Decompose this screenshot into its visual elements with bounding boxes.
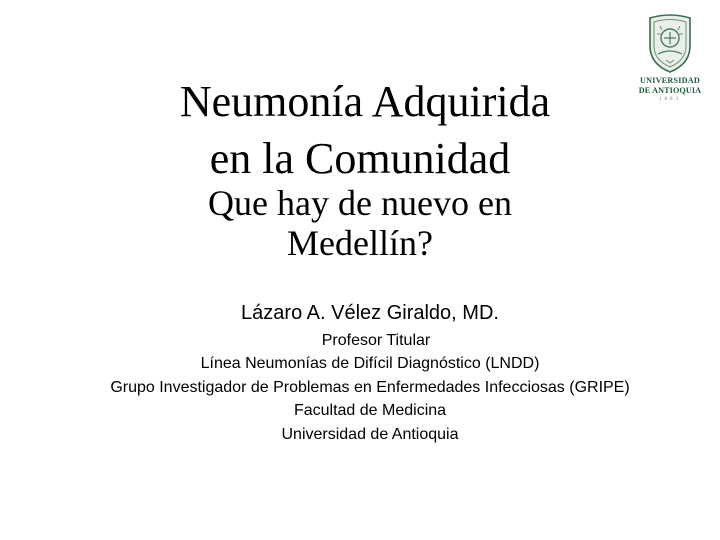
university: Universidad de Antioquia [281, 426, 459, 443]
author-title: Profesor Titular [321, 332, 431, 349]
university-seal-icon [644, 12, 696, 76]
slide-title-line-1: Neumonía Adquirida [179, 77, 551, 126]
logo-text-year: 1803 [659, 97, 681, 102]
research-group: Grupo Investigador de Problemas en Enfermedades Infecciosas (GRIPE) [110, 379, 630, 396]
logo-text-universidad: UNIVERSIDAD [640, 76, 700, 85]
author-name: Lázaro A. Vélez Giraldo, MD. [241, 302, 499, 324]
slide-subtitle-line-1: Que hay de nuevo en [208, 183, 512, 223]
research-line: Línea Neumonías de Difícil Diagnóstico (LNDD) [200, 355, 540, 372]
slide-title-line-2: en la Comunidad [209, 134, 511, 183]
faculty: Facultad de Medicina [293, 402, 447, 419]
university-logo [634, 12, 706, 108]
logo-text-de-antioquia: DE ANTIOQUIA [638, 86, 702, 95]
slide-subtitle-line-2: Medellín? [287, 223, 433, 263]
